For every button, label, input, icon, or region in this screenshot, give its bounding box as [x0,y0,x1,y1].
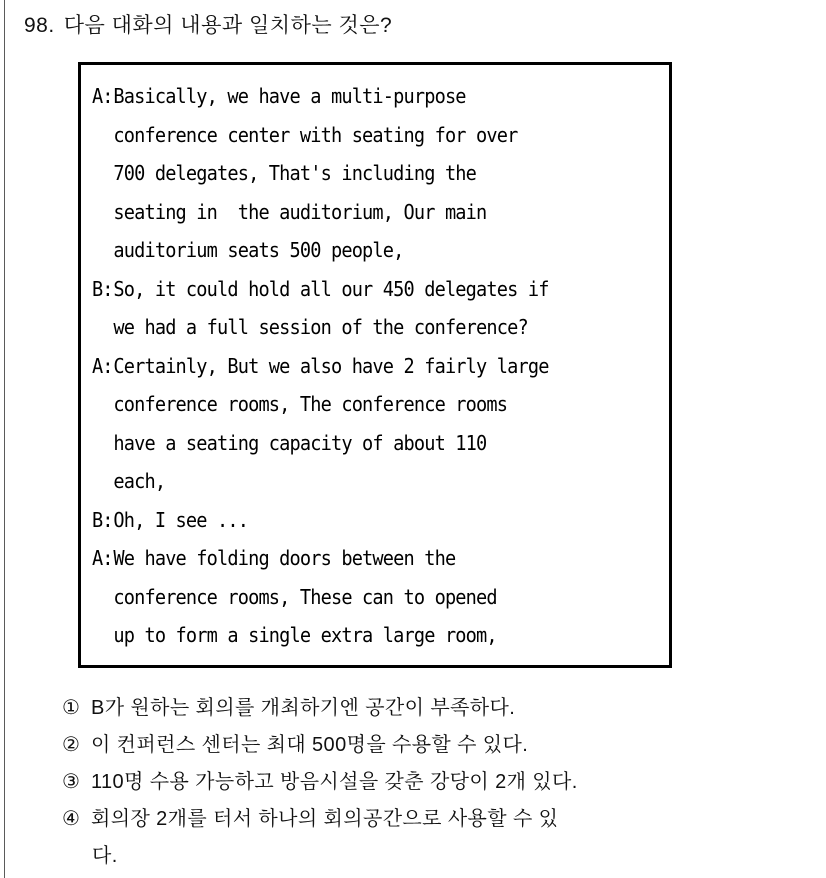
dialogue-line-text: 700 delegates, That's including the [113,161,477,185]
dialogue-line [92,385,621,424]
dialogue-line-text: up to form a single extra large room, [113,623,497,647]
dialogue-line [92,347,621,386]
dialogue-line-text: have a seating capacity of about 110 [113,430,487,455]
question-number: 98. [24,14,55,37]
dialogue-speaker-tag: A: [92,546,113,570]
answer-choice-marker: ④ [62,808,80,830]
dialogue-line-text: seating in the auditorium, Our main [113,199,487,224]
answer-choice[interactable] [62,801,802,875]
dialogue-line-text: conference rooms, These can to opened [113,584,497,609]
dialogue-line-text: auditorium seats 500 people, [113,238,404,262]
dialogue-line [92,308,621,347]
answer-choice-continuation: 다. [92,845,118,867]
dialogue-line [92,231,621,270]
answer-choice[interactable] [62,727,802,764]
dialogue-line-text: Basically, we have a multi-purpose [113,84,466,108]
dialogue-line-text: Oh, I see ... [113,507,249,532]
dialogue-line [92,154,621,193]
dialogue-box [78,62,672,668]
answer-choice-row[interactable] [62,690,802,727]
dialogue-list [92,77,661,655]
answer-choice-text: 110명 수용 가능하고 방음시설을 갖춘 강당이 2개 있다. [91,771,578,793]
dialogue-line-text: each, [113,469,166,493]
dialogue-speaker-tag: A: [92,353,113,378]
dialogue-line [92,424,621,463]
answer-choice-marker: ① [62,697,80,719]
answer-choice-row[interactable] [62,764,802,801]
dialogue-line [92,616,621,655]
dialogue-line [92,501,621,540]
dialogue-line [92,462,621,501]
dialogue-speaker-tag: B: [92,507,113,532]
answer-choice-row[interactable] [62,801,802,838]
dialogue-line-text: we had a full session of the conference? [113,315,528,339]
dialogue-speaker-tag: A: [92,84,113,108]
answer-choice-text: 이 컨퍼런스 센터는 최대 500명을 수용할 수 있다. [91,734,529,756]
dialogue-line-text: conference center with seating for over [113,122,518,147]
dialogue-line-text: So, it could hold all our 450 delegates if [113,276,549,301]
dialogue-line [92,539,621,578]
answer-choice-row[interactable] [62,727,802,764]
dialogue-line-text: We have folding doors between the [113,546,456,570]
dialogue-line-text: conference rooms, The conference rooms [113,392,508,416]
dialogue-line [92,270,621,309]
answer-choice-text: B가 원하는 회의를 개최하기엔 공간이 부족하다. [91,697,516,719]
answer-choice-list [62,690,802,875]
answer-choice-text: 회의장 2개를 터서 하나의 회의공간으로 사용할 수 있 [91,808,559,830]
dialogue-line [92,578,621,617]
answer-choice[interactable] [62,690,802,727]
dialogue-line [92,77,621,116]
answer-choice[interactable] [62,764,802,801]
dialogue-line-text: Certainly, But we also have 2 fairly large [113,353,549,378]
question-prompt: 다음 대화의 내용과 일치하는 것은? [63,14,393,37]
page-edge-rule [4,0,5,878]
dialogue-speaker-tag: B: [92,276,113,301]
answer-choice-marker: ③ [62,771,80,793]
answer-choice-marker: ② [62,734,80,756]
question-heading [24,12,392,40]
dialogue-line [92,193,621,232]
dialogue-line [92,116,621,155]
